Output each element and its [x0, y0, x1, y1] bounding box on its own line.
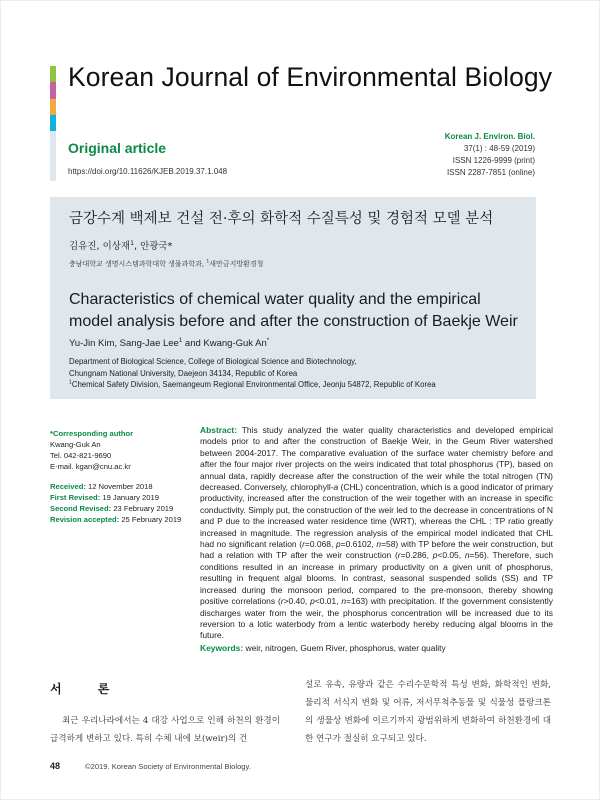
stat-symbol: r [280, 596, 284, 607]
corresponding-label: *Corresponding author [50, 429, 134, 438]
issn-online: ISSN 2287-7851 (online) [446, 168, 535, 177]
stat-value: =0.286, [400, 550, 433, 561]
affiliation-sup: 1 [130, 239, 135, 247]
stat-symbol: p [432, 550, 438, 561]
corresponding-email[interactable]: E-mail. kgan@cnu.ac.kr [50, 462, 131, 471]
stat-value: =0.068, [304, 539, 336, 550]
abstract-text: ) with precipitation. If the government consistently discharges water from the weir, the phosphorus concentration will be increased due to its reversion to a lotic waterbody from a lentic waterbody hereby reducing algal blooms in the future. [200, 596, 553, 641]
citation-block [445, 131, 535, 179]
intro-text-left: 최근 우리나라에서는 4 대강 사업으로 인해 하천의 환경이 급격하게 변하고 있다. 특히 수체 내에 보(weir)의 건 [50, 716, 280, 744]
affil-line [69, 379, 436, 391]
stat-symbol: n [464, 550, 470, 561]
issn-print: ISSN 1226-9999 (print) [452, 156, 535, 165]
stat-value: >0.40, [283, 596, 311, 607]
abstract-italic: a [333, 482, 339, 493]
korean-author-text: 김유진, 이상재 [69, 241, 131, 252]
journal-title: Korean Journal of Environmental Biology [68, 62, 553, 92]
corresponding-sup: * [266, 336, 270, 344]
korean-author-text: , 안광국* [134, 241, 173, 252]
corresponding-tel: Tel. 042-821-9690 [50, 451, 112, 460]
stat-symbol: p [335, 539, 341, 550]
doi-link[interactable]: https://doi.org/10.11626/KJEB.2019.37.1.048 [68, 167, 228, 176]
date-label: First Revised: [50, 493, 101, 502]
stat-symbol: r [302, 539, 305, 550]
stat-value: <0.05, [437, 550, 465, 561]
color-bar-gray [50, 131, 56, 181]
color-bar-cyan [50, 115, 56, 131]
date-received [50, 481, 181, 492]
stat-symbol: n [376, 539, 382, 550]
date-second-revised [50, 503, 181, 514]
corresponding-name: Kwang-Guk An [50, 440, 101, 449]
stat-value: =0.6102, [340, 539, 377, 550]
abstract-text: This study analyzed the water quality characteristics and developed empirical models prior to and after the construction of Baekje Weir, in the Geum River watershed between 2004-2017. The comparative evaluation of the surface water chemistry before and after the four major river projects on the weirs indicated that total phosphorus (TP), based on annual data, rapidly decrease after the construction of the weir while the total nitrogen (TN) decreased. Conversely, chlorophyll- [200, 425, 553, 493]
stat-symbol: n [341, 596, 347, 607]
english-author-text: Yu-Jin Kim, Sang-Jae Lee [69, 338, 179, 349]
date-value: 23 February 2019 [111, 504, 174, 513]
stat-value: =58 [381, 539, 396, 550]
volume-pages: 37(1) : 48-59 (2019) [463, 144, 535, 153]
stat-value: =56 [469, 550, 484, 561]
date-first-revised [50, 492, 181, 503]
date-label: Received: [50, 482, 86, 491]
stat-symbol: p [310, 596, 315, 607]
color-bar-magenta [50, 82, 56, 99]
stat-value: <0.01, [314, 596, 342, 607]
color-bar-green [50, 66, 56, 82]
abstract-text: (CHL) concentration, which is a good indicator of primary productivity, increased after the construction of the weir together with an increase in specific conductivity. Simply put, the construction of the weir led to the decrease in concentrations of N and P due to the increased water residence time (WRT), whereas the CHL : TP ratio greatly increased in magnitude. The regression analysis of the empirical model indicated that CHL had no significant relation ( [200, 482, 553, 550]
keywords [200, 643, 446, 653]
keywords-value: weir, nitrogen, Guem River, phosphorus, water quality [243, 643, 446, 653]
affil-line: Department of Biological Science, College of Biological Science and Biotechnology, [69, 357, 357, 366]
affil-text: Chemical Safety Division, Saemangeum Regional Environmental Office, Jeonju 54872, Republic of Korea [71, 380, 436, 389]
english-title: Characteristics of chemical water quality and the empirical model analysis before and after the construction of Baekje Weir [69, 291, 518, 330]
intro-text-right: 설로 유속, 유량과 같은 수리수문학적 특성 변화, 화학적인 변화, 물리적 서식지 변화 및 어류, 저서무척추동물 및 식물성 플랑크톤의 생물상 변화에 이르기까지 광범위하게 변화하여 하천환경에 대한 연구가 절실히 요구되고 있다. [305, 680, 551, 744]
date-value: 25 February 2019 [119, 515, 182, 524]
page-number: 48 [50, 761, 61, 771]
article-type: Original article [68, 140, 167, 156]
affiliation-sup: 1 [69, 379, 72, 386]
stat-value: =163 [346, 596, 366, 607]
corresponding-author [50, 428, 133, 472]
date-label: Second Revised: [50, 504, 112, 513]
date-accepted [50, 514, 181, 525]
korean-title: 금강수계 백제보 건설 전·후의 화학적 수질특성 및 경험적 모델 분석 [69, 211, 494, 227]
keywords-label: Keywords: [200, 643, 244, 653]
abstract [200, 425, 553, 642]
korean-authors [69, 238, 172, 252]
english-authors [69, 338, 269, 349]
date-value: 19 January 2019 [100, 493, 159, 502]
abstract-text: ) with TP before the weir construction, but had a relation with TP after the weir construction ( [200, 539, 553, 561]
affil-line: Chungnam National University, Daejeon 34134, Republic of Korea [69, 368, 298, 378]
journal-abbrev: Korean J. Environ. Biol. [444, 132, 535, 141]
date-label: Revision accepted: [50, 515, 120, 524]
korean-affil-second: 새만금지방환경청 [209, 260, 264, 268]
section-heading-introduction: 서 론 [50, 682, 126, 696]
korean-affiliation [69, 259, 263, 269]
english-affiliation [69, 356, 436, 391]
korean-affil-main: 충남대학교 생명시스템과학대학 생물과학과, [69, 260, 207, 268]
english-author-text: and Kwang-Guk An [182, 338, 267, 349]
copyright: ©2019. Korean Society of Environmental Biology. [85, 762, 251, 771]
affiliation-sup: 1 [178, 336, 183, 344]
abstract-label: Abstract: [200, 425, 238, 435]
article-dates [50, 481, 181, 525]
stat-symbol: r [397, 550, 401, 561]
affiliation-sup: 1 [206, 259, 210, 265]
date-value: 12 November 2018 [85, 482, 153, 491]
color-bar-orange [50, 99, 56, 115]
abstract-text: ). Therefore, such conditions resulted in an increase in primary productivity on a given unit of phosphorus, resulting in frequent algal blooms. In contrast, seasonal suspended solids (SS) and TP increased during the monsoon period, compared to the pre-monsoon, thereby showing positive correlations ( [200, 550, 554, 607]
